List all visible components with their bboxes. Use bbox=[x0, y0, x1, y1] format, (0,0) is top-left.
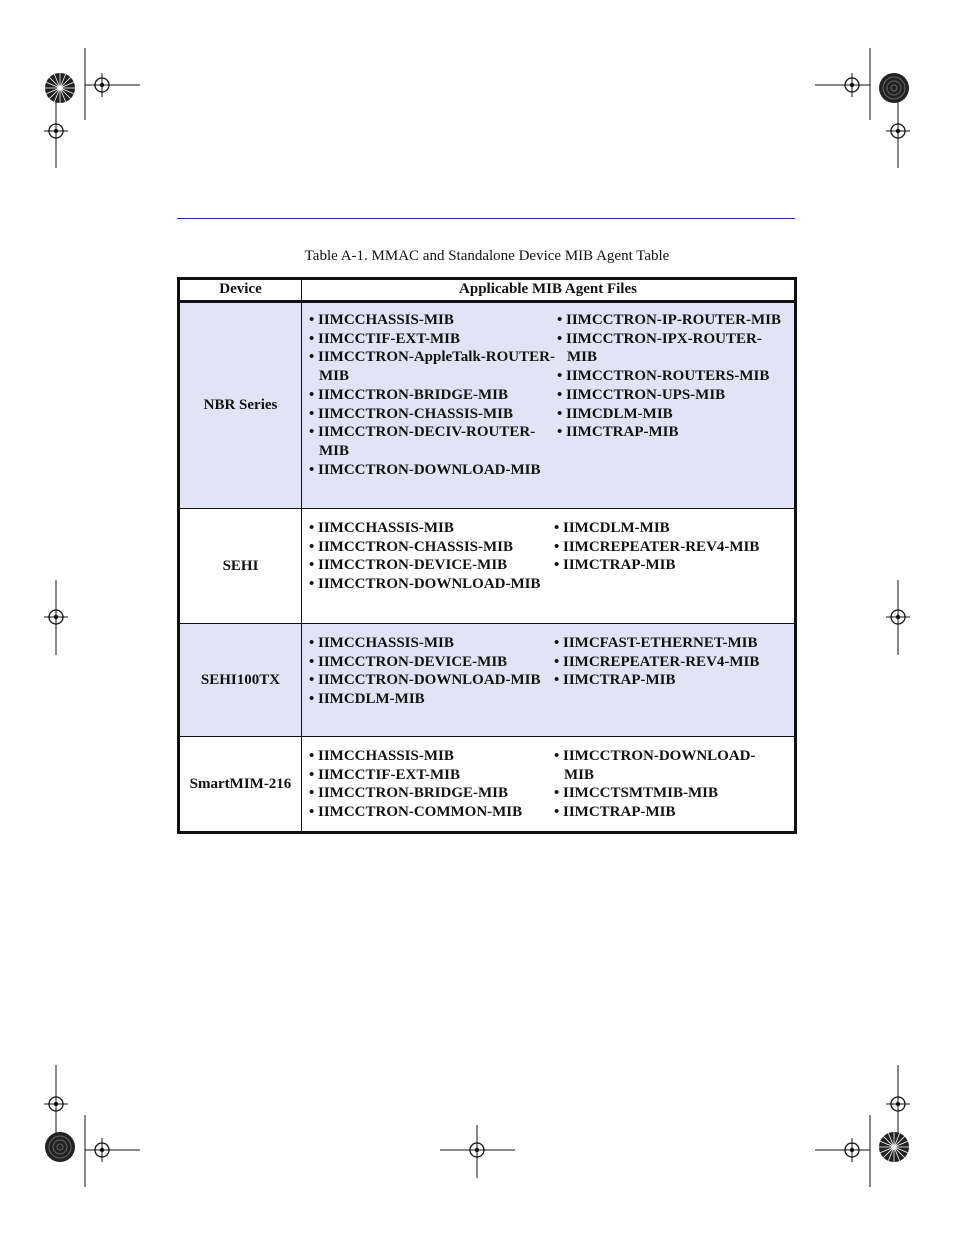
device-cell: SmartMIM-216 bbox=[179, 737, 302, 833]
list-item: • IIMCCTRON-DECIV-ROUTER-MIB bbox=[309, 424, 536, 459]
list-item: • IIMCCTSMTMIB-MIB bbox=[554, 785, 719, 802]
list-item: • IIMCCHASSIS-MIB bbox=[309, 635, 454, 651]
list-item: • IIMCCTRON-CHASSIS-MIB bbox=[309, 405, 514, 422]
list-item: • IIMCCTRON-DOWNLOAD-MIB bbox=[309, 576, 541, 593]
list-item: • IIMCCTRON-IPX-ROUTER-MIB bbox=[557, 330, 762, 366]
files-list-right bbox=[554, 519, 784, 594]
files-list-right bbox=[554, 634, 784, 709]
files-list-left bbox=[309, 311, 557, 479]
list-item: • IIMCCTRON-DEVICE-MIB bbox=[309, 557, 508, 574]
header-rule bbox=[177, 218, 795, 219]
table-row bbox=[179, 509, 796, 624]
list-item: • IIMCCHASSIS-MIB bbox=[309, 312, 454, 328]
list-item: • IIMCCTRON-DOWNLOAD-MIB bbox=[554, 748, 756, 783]
device-cell: SEHI100TX bbox=[179, 624, 302, 737]
files-cell bbox=[302, 302, 796, 509]
device-cell: NBR Series bbox=[179, 302, 302, 509]
files-list-right bbox=[554, 747, 784, 822]
list-item: • IIMCCTRON-DOWNLOAD-MIB bbox=[309, 461, 541, 478]
list-item: • IIMCTRAP-MIB bbox=[554, 804, 676, 821]
list-item: • IIMCCTRON-COMMON-MIB bbox=[309, 804, 523, 821]
files-cell bbox=[302, 624, 796, 737]
list-item: • IIMCREPEATER-REV4-MIB bbox=[554, 538, 760, 555]
list-item: • IIMCCHASSIS-MIB bbox=[309, 520, 454, 536]
list-item: • IIMCCTRON-BRIDGE-MIB bbox=[309, 386, 509, 403]
list-item: • IIMCREPEATER-REV4-MIB bbox=[554, 653, 760, 670]
list-item: • IIMCCTRON-CHASSIS-MIB bbox=[309, 538, 514, 555]
list-item: • IIMCCTRON-ROUTERS-MIB bbox=[557, 368, 770, 385]
table-row bbox=[179, 737, 796, 833]
list-item: • IIMCFAST-ETHERNET-MIB bbox=[554, 635, 758, 651]
files-list-left bbox=[309, 634, 554, 709]
list-item: • IIMCCTRON-DEVICE-MIB bbox=[309, 653, 508, 670]
list-item: • IIMCTRAP-MIB bbox=[554, 672, 676, 689]
table-row bbox=[179, 624, 796, 737]
list-item: • IIMCTRAP-MIB bbox=[557, 424, 679, 441]
mib-agent-table bbox=[177, 277, 797, 834]
files-list-left bbox=[309, 747, 554, 822]
list-item: • IIMCCTRON-BRIDGE-MIB bbox=[309, 785, 509, 802]
files-cell bbox=[302, 509, 796, 624]
list-item: • IIMCDLM-MIB bbox=[554, 520, 670, 536]
files-list-right bbox=[557, 311, 787, 479]
list-item: • IIMCCTRON-AppleTalk-ROUTER-MIB bbox=[309, 349, 555, 385]
list-item: • IIMCDLM-MIB bbox=[557, 405, 673, 422]
list-item: • IIMCTRAP-MIB bbox=[554, 557, 676, 574]
list-item: • IIMCDLM-MIB bbox=[309, 691, 425, 708]
table-row bbox=[179, 302, 796, 509]
table-caption: Table A-1. MMAC and Standalone Device MIB Agent Table bbox=[304, 248, 670, 264]
list-item: • IIMCCTRON-DOWNLOAD-MIB bbox=[309, 672, 541, 689]
device-cell: SEHI bbox=[179, 509, 302, 624]
files-column-header: Applicable MIB Agent Files bbox=[302, 279, 796, 302]
list-item: • IIMCCTIF-EXT-MIB bbox=[309, 330, 460, 347]
list-item: • IIMCCTRON-IP-ROUTER-MIB bbox=[557, 312, 781, 328]
list-item: • IIMCCHASSIS-MIB bbox=[309, 748, 454, 764]
list-item: • IIMCCTIF-EXT-MIB bbox=[309, 766, 460, 783]
list-item: • IIMCCTRON-UPS-MIB bbox=[557, 386, 726, 403]
table-header-row bbox=[179, 279, 796, 302]
files-list-left bbox=[309, 519, 554, 594]
files-cell bbox=[302, 737, 796, 833]
device-column-header: Device bbox=[179, 279, 302, 302]
